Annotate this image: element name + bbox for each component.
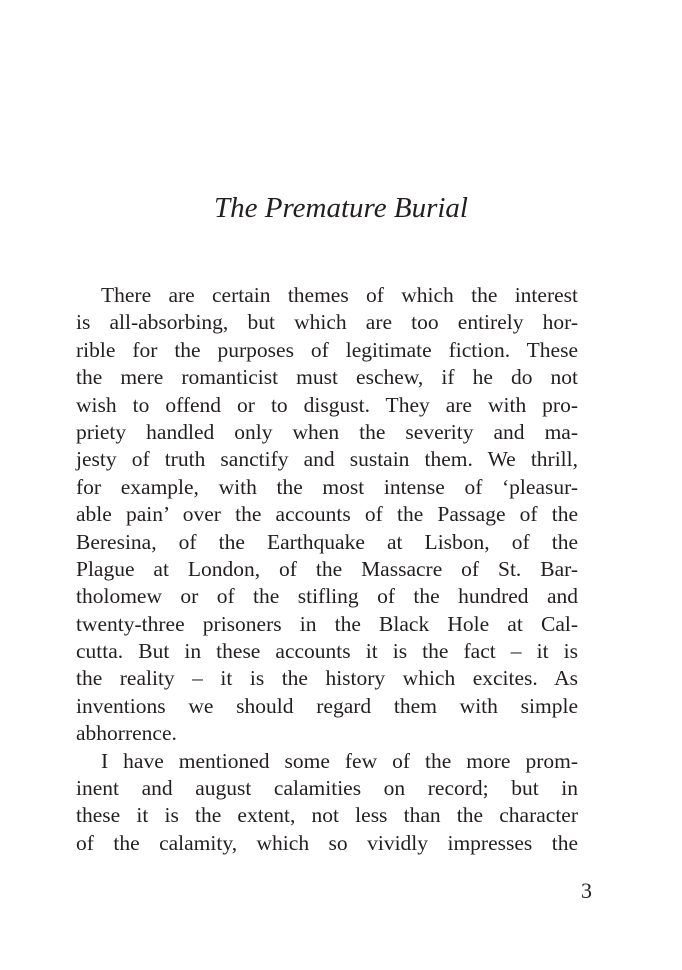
text-line: inventions we should regard them with simple — [76, 693, 578, 718]
text-line: rible for the purposes of legitimate fiction. These — [76, 337, 578, 362]
text-line: able pain’ over the accounts of the Passage of the — [76, 502, 578, 527]
text-line: priety handled only when the severity and ma- — [76, 419, 578, 444]
text-line: Beresina, of the Earthquake at Lisbon, of the — [76, 529, 578, 554]
text-line: tholomew or of the stifling of the hundred and — [76, 584, 578, 609]
text-line: There are certain themes of which the interest — [101, 283, 578, 307]
body-text — [76, 282, 578, 857]
text-line: Plague at London, of the Massacre of St. Bar- — [76, 556, 578, 581]
text-line: abhorrence. — [76, 721, 177, 746]
text-line: inent and august calamities on record; but in — [76, 776, 578, 801]
page-number: 3 — [581, 878, 592, 903]
text-line: cutta. But in these accounts it is the fact – it is — [76, 639, 578, 664]
text-line: the reality – it is the history which excites. As — [76, 666, 578, 691]
text-line: twenty-three prisoners in the Black Hole at Cal- — [76, 611, 578, 636]
text-line: is all-absorbing, but which are too entirely hor- — [76, 310, 578, 335]
text-line: the mere romanticist must eschew, if he do not — [76, 365, 578, 390]
chapter-title: The Premature Burial — [214, 192, 468, 224]
text-line: for example, with the most intense of ‘pleasur- — [76, 474, 578, 499]
text-line: jesty of truth sanctify and sustain them. We thrill, — [76, 447, 578, 472]
text-line: wish to offend or to disgust. They are with pro- — [76, 392, 578, 417]
text-line: of the calamity, which so vividly impresses the — [76, 830, 578, 855]
text-line: I have mentioned some few of the more prom- — [101, 748, 578, 773]
text-line: these it is the extent, not less than the character — [76, 803, 578, 828]
